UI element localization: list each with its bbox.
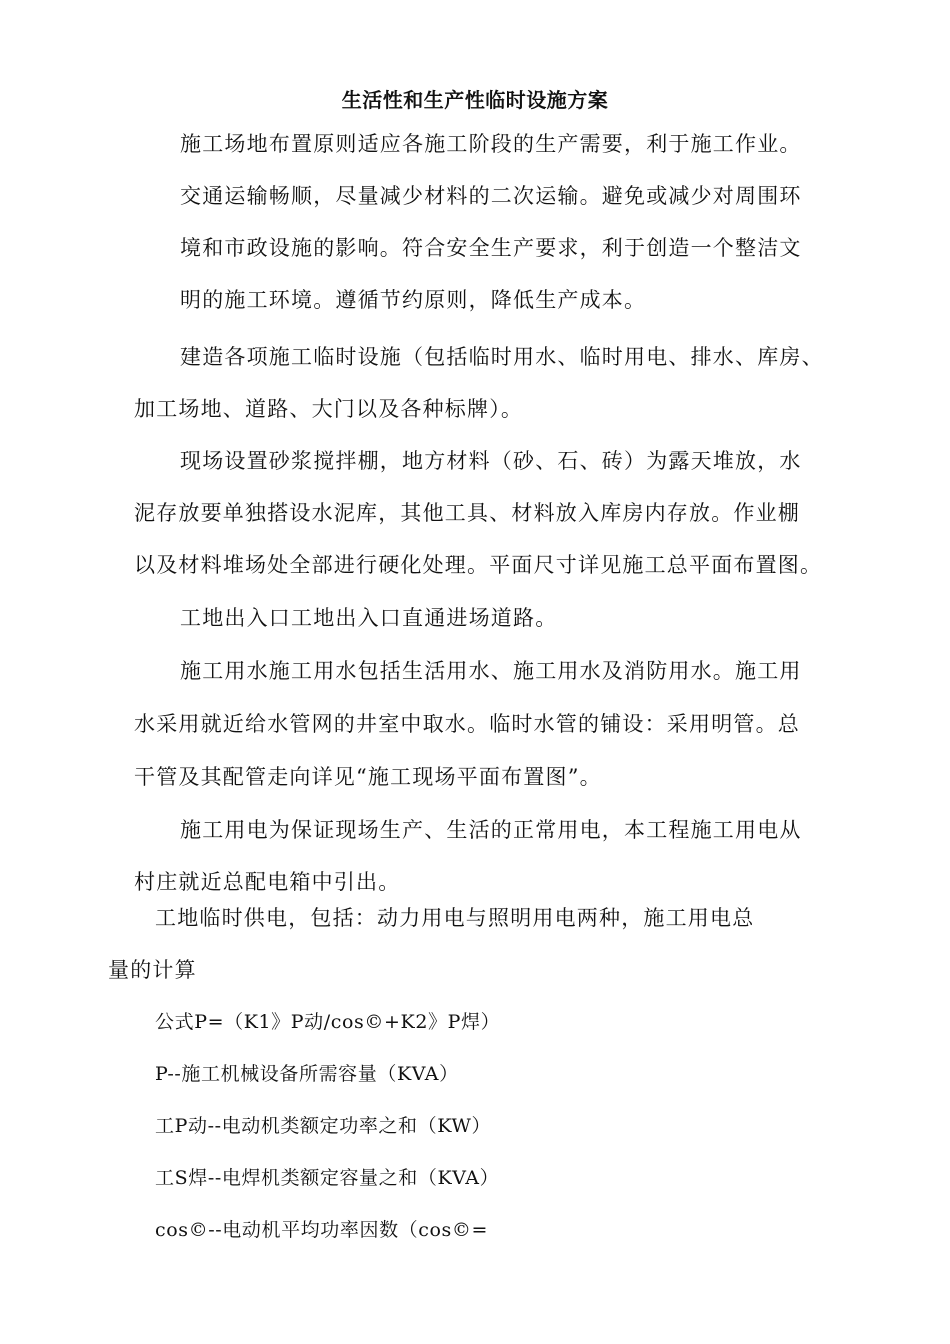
document-title: 生活性和生产性临时设施方案 bbox=[341, 88, 609, 112]
paragraph-line: 工地出入口工地出入口直通进场道路。 bbox=[180, 606, 558, 630]
paragraph-line: 施工用水施工用水包括生活用水、施工用水及消防用水。施工用 bbox=[180, 659, 802, 683]
paragraph-line: 明的施工环境。遵循节约原则，降低生产成本。 bbox=[180, 288, 647, 312]
formula-line: 公式P=（K1》P动/cos©+K2》P焊） bbox=[155, 1011, 501, 1033]
paragraph-line: 工地临时供电，包括：动力用电与照明用电两种，施工用电总 bbox=[155, 906, 755, 930]
paragraph-line: 现场设置砂浆搅拌棚，地方材料（砂、石、砖）为露天堆放，水 bbox=[180, 449, 802, 473]
paragraph-line: 交通运输畅顺，尽量减少材料的二次运输。避免或减少对周围环 bbox=[180, 184, 802, 208]
paragraph-line: 以及材料堆场处全部进行硬化处理。平面尺寸详见施工总平面布置图。 bbox=[134, 553, 823, 577]
formula-line: 工S焊--电焊机类额定容量之和（KVA） bbox=[155, 1167, 500, 1189]
paragraph-line: 村庄就近总配电箱中引出。 bbox=[134, 870, 401, 894]
paragraph-line: 干管及其配管走向详见“施工现场平面布置图”。 bbox=[134, 765, 602, 789]
formula-line: P--施工机械设备所需容量（KVA） bbox=[155, 1063, 459, 1085]
paragraph-line: 泥存放要单独搭设水泥库，其他工具、材料放入库房内存放。作业棚 bbox=[134, 501, 800, 525]
formula-line: cos©--电动机平均功率因数（cos©= bbox=[155, 1219, 489, 1241]
paragraph-line: 量的计算 bbox=[108, 958, 197, 982]
paragraph-line: 施工用电为保证现场生产、生活的正常用电，本工程施工用电从 bbox=[180, 818, 802, 842]
formula-line: 工P动--电动机类额定功率之和（KW） bbox=[155, 1115, 492, 1137]
paragraph-line: 水采用就近给水管网的井室中取水。临时水管的铺设：采用明管。总 bbox=[134, 712, 800, 736]
paragraph-line: 加工场地、道路、大门以及各种标牌）。 bbox=[134, 397, 524, 421]
paragraph-line: 施工场地布置原则适应各施工阶段的生产需要，利于施工作业。 bbox=[180, 132, 802, 156]
paragraph-line: 境和市政设施的影响。符合安全生产要求，利于创造一个整洁文 bbox=[180, 236, 802, 260]
paragraph-line: 建造各项施工临时设施（包括临时用水、临时用电、排水、库房、 bbox=[180, 345, 824, 369]
